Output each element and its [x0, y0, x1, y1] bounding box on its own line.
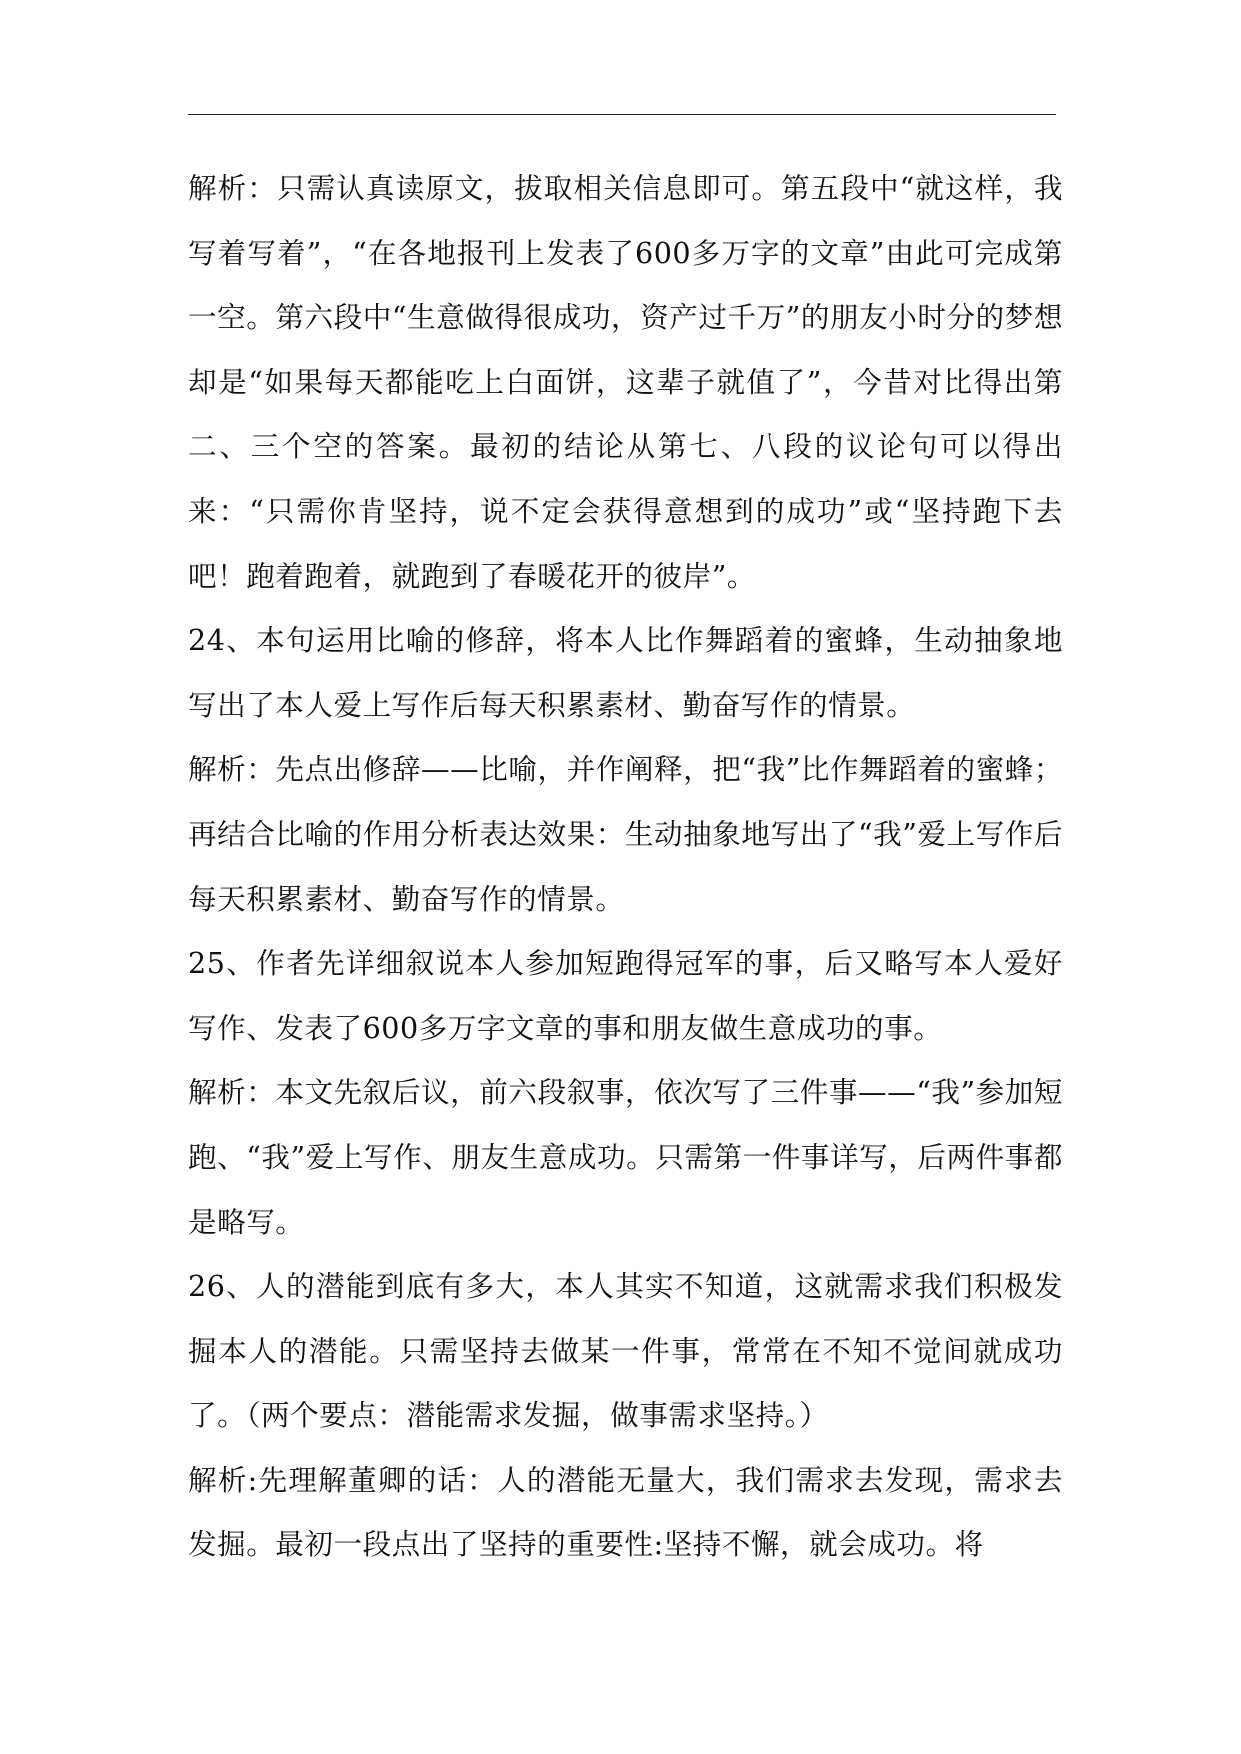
analysis-paragraph-23: 解析：只需认真读原文，拔取相关信息即可。第五段中“就这样，我写着写着”，“在各地报刊上发表了600多万字的文章”由此可完成第一空。第六段中“生意做得很成功，资产过千万”的朋友小时分的梦想却是“如果每天都能吃上白面饼，这辈子就值了”，今昔对比得出第二、三个空的答案。最初的结论从第七、八段的议论句可以得出来：“只需你肯坚持，说不定会获得意想到的成功”或“坚持跑下去吧！跑着跑着，就跑到了春暖花开的彼岸”。: [188, 171, 1063, 593]
analysis-paragraph-26: 解析:先理解董卿的话：人的潜能无量大，我们需求去发现，需求去发掘。最初一段点出了坚持的重要性:坚持不懈，就会成功。将: [188, 1462, 1063, 1562]
document-body: [188, 156, 1063, 1577]
answer-paragraph-25: 25、作者先详细叙说本人参加短跑得冠军的事，后又略写本人爱好写作、发表了600多万字文章的事和朋友做生意成功的事。: [188, 946, 1063, 1045]
header-rule: [188, 114, 1056, 115]
analysis-paragraph-25: 解析：本文先叙后议，前六段叙事，依次写了三件事——“我”参加短跑、“我”爱上写作、朋友生意成功。只需第一件事详写，后两件事都是略写。: [188, 1075, 1063, 1239]
analysis-paragraph-24: 解析：先点出修辞——比喻，并作阐释，把“我”比作舞蹈着的蜜蜂；再结合比喻的作用分析表达效果：生动抽象地写出了“我”爱上写作后每天积累素材、勤奋写作的情景。: [188, 752, 1063, 916]
answer-paragraph-24: 24、本句运用比喻的修辞，将本人比作舞蹈着的蜜蜂，生动抽象地写出了本人爱上写作后每天积累素材、勤奋写作的情景。: [188, 623, 1063, 722]
answer-paragraph-26: 26、人的潜能到底有多大，本人其实不知道，这就需求我们积极发掘本人的潜能。只需坚持去做某一件事，常常在不知不觉间就成功了。（两个要点：潜能需求发掘，做事需求坚持。）: [188, 1269, 1063, 1433]
